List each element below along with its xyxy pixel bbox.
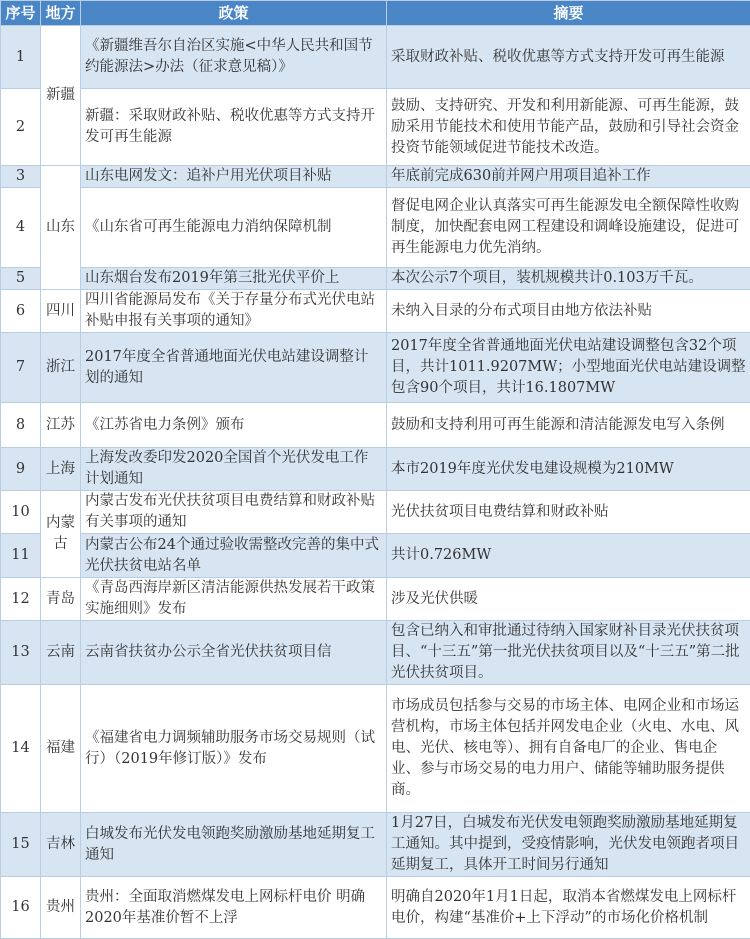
row-policy: 新疆：采取财政补贴、税收优惠等方式支持开发可再生能源	[81, 89, 387, 166]
row-policy: 上海发改委印发2020全国首个光伏发电工作计划通知	[81, 448, 387, 491]
row-summary: 包含已纳入和审批通过待纳入国家财补目录光伏扶贫项目、“十三五”第一批光伏扶贫项目以及“十三五”第二批光伏扶贫项目。	[387, 621, 750, 685]
row-no: 6	[1, 290, 41, 333]
row-policy: 云南省扶贫办公示全省光伏扶贫项目信	[81, 621, 387, 685]
row-summary: 未纳入目录的分布式项目由地方依法补贴	[387, 290, 750, 333]
row-summary: 明确自2020年1月1日起，取消本省燃煤发电上网标杆电价，构建“基准价+上下浮动”的市场化价格机制	[387, 877, 750, 939]
table-row	[1, 448, 750, 491]
row-summary: 光伏扶贫项目电费结算和财政补贴	[387, 491, 750, 534]
table-row	[1, 813, 750, 877]
table-header	[1, 1, 750, 26]
row-policy: 山东电网发文：追补户用光伏项目补贴	[81, 166, 387, 188]
row-policy: 《福建省电力调频辅助服务市场交易规则（试行）（2019年修订版）》发布	[81, 685, 387, 813]
row-summary: 市场成员包括参与交易的市场主体、电网企业和市场运营机构，市场主体包括并网发电企业（火电、水电、风电、光伏、核电等）、拥有自备电厂的企业、售电企业、参与市场交易的电力用户、储能等辅助服务提供商。	[387, 685, 750, 813]
row-no: 13	[1, 621, 41, 685]
row-summary: 年底前完成630前并网户用项目追补工作	[387, 166, 750, 188]
table-row	[1, 290, 750, 333]
row-summary: 2017年度全省普通地面光伏电站建设调整包含32个项目，共计1011.9207MW；小型地面光伏电站建设调整包含90个项目，共计16.1807MW	[387, 333, 750, 403]
row-policy: 2017年度全省普通地面光伏电站建设调整计划的通知	[81, 333, 387, 403]
row-no: 3	[1, 166, 41, 188]
row-policy: 《青岛西海岸新区清洁能源供热发展若干政策实施细则》发布	[81, 578, 387, 621]
row-no: 4	[1, 188, 41, 268]
table-row	[1, 333, 750, 403]
row-no: 16	[1, 877, 41, 939]
row-no: 1	[1, 26, 41, 89]
row-region: 浙江	[41, 333, 81, 403]
row-policy: 山东烟台发布2019年第三批光伏平价上	[81, 268, 387, 290]
header-no: 序号	[1, 1, 41, 26]
row-region: 新疆	[41, 26, 81, 166]
row-summary: 本次公示7个项目，装机规模共计0.103万千瓦。	[387, 268, 750, 290]
table-row	[1, 685, 750, 813]
row-no: 9	[1, 448, 41, 491]
row-policy: 内蒙古公布24个通过验收需整改完善的集中式光伏扶贫电站名单	[81, 534, 387, 578]
table-row	[1, 877, 750, 939]
table-row	[1, 621, 750, 685]
header-summary: 摘要	[387, 1, 750, 26]
row-policy: 《山东省可再生能源电力消纳保障机制	[81, 188, 387, 268]
header-region: 地方	[41, 1, 81, 26]
row-policy: 《江苏省电力条例》颁布	[81, 403, 387, 448]
table-row	[1, 268, 750, 290]
row-no: 12	[1, 578, 41, 621]
row-no: 15	[1, 813, 41, 877]
row-region: 吉林	[41, 813, 81, 877]
table-row	[1, 89, 750, 166]
row-region: 四川	[41, 290, 81, 333]
table-row	[1, 578, 750, 621]
table-row	[1, 188, 750, 268]
table-row	[1, 403, 750, 448]
row-no: 11	[1, 534, 41, 578]
row-no: 8	[1, 403, 41, 448]
row-policy: 四川省能源局发布《关于存量分布式光伏电站补贴申报有关事项的通知》	[81, 290, 387, 333]
row-summary: 鼓励和支持利用可再生能源和清洁能源发电写入条例	[387, 403, 750, 448]
row-region: 上海	[41, 448, 81, 491]
row-region: 云南	[41, 621, 81, 685]
row-region: 内蒙古	[41, 491, 81, 578]
row-summary: 鼓励、支持研究、开发和利用新能源、可再生能源，鼓励采用节能技术和使用节能产品，鼓励和引导社会资金投资节能领域促进节能技术改造。	[387, 89, 750, 166]
row-policy: 白城发布光伏发电领跑奖励激励基地延期复工通知	[81, 813, 387, 877]
row-summary: 1月27日，白城发布光伏发电领跑奖励激励基地延期复工通知。其中提到，受疫情影响，光伏发电领跑者项目延期复工，具体开工时间另行通知	[387, 813, 750, 877]
row-no: 2	[1, 89, 41, 166]
row-no: 7	[1, 333, 41, 403]
row-summary: 共计0.726MW	[387, 534, 750, 578]
table-row	[1, 26, 750, 89]
row-region: 贵州	[41, 877, 81, 939]
row-no: 5	[1, 268, 41, 290]
row-region: 江苏	[41, 403, 81, 448]
row-policy: 贵州：全面取消燃煤发电上网标杆电价 明确2020年基准价暂不上浮	[81, 877, 387, 939]
row-region: 山东	[41, 166, 81, 290]
row-region: 福建	[41, 685, 81, 813]
row-no: 10	[1, 491, 41, 534]
table-row	[1, 534, 750, 578]
row-no: 14	[1, 685, 41, 813]
table-row	[1, 166, 750, 188]
row-summary: 采取财政补贴、税收优惠等方式支持开发可再生能源	[387, 26, 750, 89]
header-policy: 政策	[81, 1, 387, 26]
row-summary: 涉及光伏供暖	[387, 578, 750, 621]
row-region: 青岛	[41, 578, 81, 621]
row-policy: 《新疆维吾尔自治区实施<中华人民共和国节约能源法>办法（征求意见稿）》	[81, 26, 387, 89]
table-row	[1, 491, 750, 534]
row-policy: 内蒙古发布光伏扶贫项目电费结算和财政补贴有关事项的通知	[81, 491, 387, 534]
row-summary: 本市2019年度光伏发电建设规模为210MW	[387, 448, 750, 491]
row-summary: 督促电网企业认真落实可再生能源发电全额保障性收购制度，加快配套电网工程建设和调峰设施建设，促进可再生能源电力优先消纳。	[387, 188, 750, 268]
